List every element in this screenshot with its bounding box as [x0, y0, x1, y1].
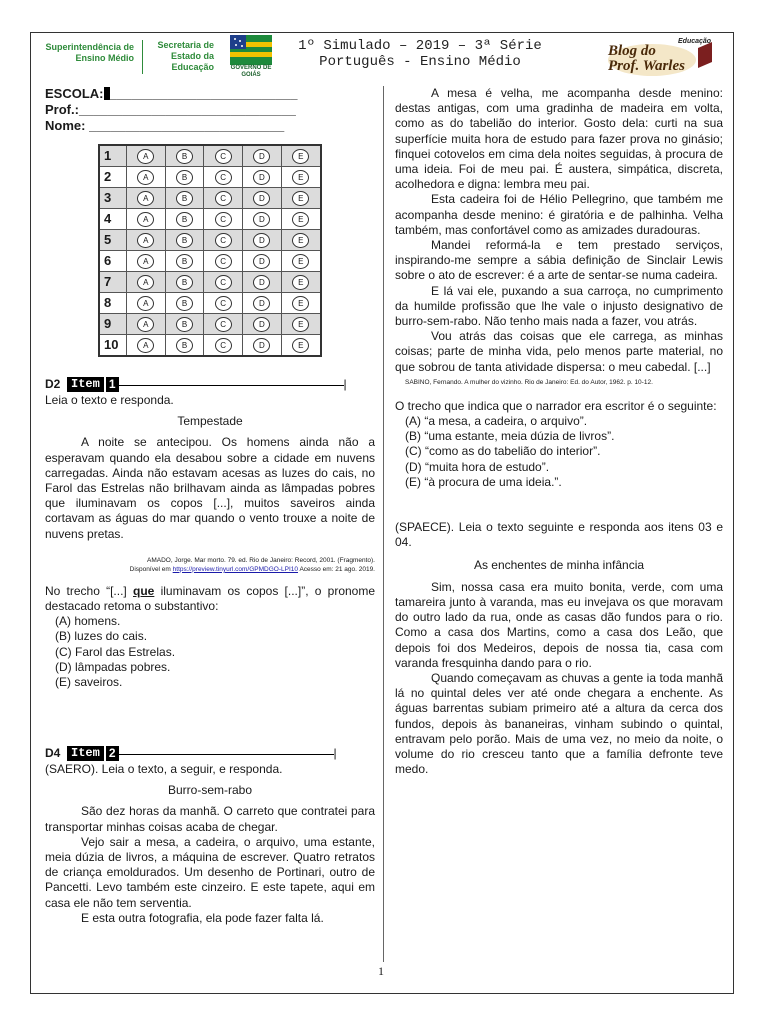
item2-instruction: (SAERO). Leia o texto, a seguir, e responda. — [45, 762, 283, 776]
answer-cell — [165, 188, 204, 209]
item1-question — [45, 584, 375, 614]
answer-cell — [281, 188, 321, 209]
answer-cell — [165, 314, 204, 335]
answer-cell — [281, 293, 321, 314]
answer-cell — [165, 293, 204, 314]
item1-rule-end: | — [343, 376, 347, 391]
answer-cell — [281, 272, 321, 293]
item1-descriptor: D2 — [45, 376, 61, 391]
prof-line[interactable]: ______________________________ — [78, 102, 296, 117]
item3-paragraph-2: Quando começavam as chuvas a gente ia toda manhã lá no quintal deles ver até onde chegara a enchente. As águas barrentas subiam primeiro até a altura da cerca dos fundos, depois às bananeiras, vinham subindo o quintal, entravam pelo porão. Mais de uma vez, no meio da noite, o volume do rio cresceu tanto que a família defronte teve medo. — [395, 670, 723, 777]
answer-cell — [204, 167, 243, 188]
item3-text-title: As enchentes de minha infância — [473, 558, 645, 573]
answer-bubble[interactable]: E — [292, 275, 309, 290]
answer-cell — [281, 251, 321, 272]
answer-bubble[interactable]: C — [215, 149, 232, 164]
item2-descriptor: D4 — [45, 745, 61, 760]
answer-bubble[interactable]: D — [253, 233, 270, 248]
item2-header — [45, 745, 375, 762]
answer-cell — [243, 293, 282, 314]
item1-question-highlight: que — [133, 583, 155, 598]
answer-bubble[interactable]: D — [253, 296, 270, 311]
answer-row — [99, 314, 321, 335]
question-number: 10 — [99, 335, 127, 357]
answer-bubble[interactable]: D — [253, 254, 270, 269]
exam-title — [270, 38, 570, 70]
item1-options — [45, 614, 375, 690]
answer-cell — [165, 251, 204, 272]
answer-bubble[interactable]: E — [292, 233, 309, 248]
question-number: 8 — [99, 293, 127, 314]
escola-line[interactable]: __________________________ — [109, 86, 298, 101]
answer-cell — [243, 251, 282, 272]
header-divider — [142, 40, 143, 74]
answer-bubble[interactable]: B — [176, 233, 193, 248]
prof-label: Prof.: — [45, 102, 79, 117]
answer-option[interactable]: (E) saveiros. — [55, 675, 123, 690]
blog-name-line2: Prof. Warles — [608, 58, 685, 74]
answer-bubble[interactable]: C — [215, 338, 232, 353]
answer-cell — [127, 335, 166, 357]
answer-bubble[interactable]: C — [215, 170, 232, 185]
answer-bubble[interactable]: B — [176, 212, 193, 227]
item1-header — [45, 376, 375, 393]
item1-reference-post: Acesso em: 21 ago. 2019. — [299, 565, 375, 573]
answer-option[interactable]: (D) lâmpadas pobres. — [55, 659, 171, 674]
nome-field[interactable] — [45, 118, 375, 134]
question-number: 2 — [99, 167, 127, 188]
answer-bubble[interactable]: E — [292, 212, 309, 227]
answer-row — [99, 335, 321, 357]
answer-row — [99, 230, 321, 251]
item2-number: 2 — [106, 746, 119, 761]
item2-rule-end: | — [333, 745, 337, 760]
item2-paragraph-1: São dez horas da manhã. O carreto que contratei para transportar minhas coisas acaba de chegar. — [45, 804, 375, 834]
item1-question-post: iluminavam os copos [...]”, o pronome destacado retoma o substantivo: — [45, 583, 376, 614]
answer-option[interactable]: (B) “uma estante, meia dúzia de livros”. — [405, 429, 615, 444]
answer-row — [99, 272, 321, 293]
answer-cell — [165, 272, 204, 293]
answer-row — [99, 209, 321, 230]
answer-bubble[interactable]: D — [253, 170, 270, 185]
escola-label: ESCOLA: — [45, 86, 104, 101]
answer-cell — [165, 145, 204, 167]
item2-rule — [119, 754, 334, 755]
answer-cell — [281, 209, 321, 230]
item1-rule — [119, 385, 344, 386]
answer-cell — [127, 209, 166, 230]
answer-cell — [243, 188, 282, 209]
answer-bubble[interactable]: D — [253, 317, 270, 332]
answer-cell — [127, 314, 166, 335]
answer-bubble[interactable]: A — [137, 296, 154, 311]
item2-reference: SABINO, Fernando. A mulher do vizinho. Rio de Janeiro: Ed. do Autor, 1962. p. 10-12. — [405, 378, 653, 386]
exam-title-line2: Português - Ensino Médio — [319, 54, 521, 70]
question-number: 4 — [99, 209, 127, 230]
answer-bubble[interactable]: C — [215, 275, 232, 290]
item1-reference-line1: AMADO, Jorge. Mar morto. 79. ed. Rio de Janeiro: Record, 2001. (Fragmento). — [147, 556, 375, 564]
item2-paragraph-2: Vejo sair a mesa, a cadeira, o arquivo, uma estante, meia dúzia de livros, a máquina de escrever. Quatro retratos de criança emoldurados. Um desenho de Portinari, outro de Pancetti. Levo também este cinzeiro. E este tapete, aqui em casa ele não tem serventia. — [45, 834, 375, 910]
item1-number: 1 — [106, 377, 119, 392]
answer-bubble[interactable]: A — [137, 338, 154, 353]
blog-name-line1: Blog do — [608, 43, 656, 59]
nome-line[interactable]: ___________________________ — [89, 118, 285, 133]
answer-bubble[interactable]: A — [137, 149, 154, 164]
blog-logo — [608, 38, 716, 78]
answer-cell — [204, 272, 243, 293]
answer-bubble[interactable]: B — [176, 275, 193, 290]
secretaria-logo-text: Secretaria de Estado da Educação — [157, 40, 214, 72]
answer-cell — [281, 230, 321, 251]
answer-bubble[interactable]: D — [253, 275, 270, 290]
answer-cell — [243, 209, 282, 230]
answer-cell — [127, 230, 166, 251]
blog-tag: Educação — [678, 38, 712, 45]
answer-cell — [127, 167, 166, 188]
answer-cell — [281, 167, 321, 188]
answer-cell — [281, 145, 321, 167]
answer-option[interactable]: (C) “como as do tabelião do interior”. — [405, 444, 601, 459]
goias-government-logo — [230, 35, 272, 78]
answer-option[interactable]: (D) “muita hora de estudo”. — [405, 459, 550, 474]
student-fields — [45, 86, 375, 134]
answer-row — [99, 145, 321, 167]
answer-bubble[interactable]: C — [215, 191, 232, 206]
item1-text: A noite se antecipou. Os homens ainda não a esperavam quando ela desabou sobre a cidade em nuvens carregadas. Ainda não estavam acesas as luzes do cais, no Farol das Estrelas não brilhavam ainda as lâmpadas pobres que iluminavam os copos [...], muitos saveiros ainda cortavam as águas do mar quando o vento trouxe a noite de nuvens pretas. — [45, 435, 375, 541]
answer-cell — [204, 314, 243, 335]
escola-field[interactable] — [45, 86, 375, 102]
item2-section — [45, 745, 375, 926]
answer-bubble[interactable]: A — [137, 233, 154, 248]
answer-bubble[interactable]: B — [176, 296, 193, 311]
item3-paragraph-1: Sim, nossa casa era muito bonita, verde, com uma tamareira junto à varanda, mas eu invejava os que moravam do outro lado da rua, onde as casas dão fundos para o rio. Como a casa dos Martins, como a casa dos Leão, que depois foi dos Medeiros, depois de nossa tia, casa com varanda fresquinha dando para o rio. — [395, 579, 723, 670]
item1-reference-pre: Disponível em — [129, 565, 171, 573]
item1-question-pre: No trecho “[...] — [45, 583, 127, 598]
answer-cell — [243, 272, 282, 293]
answer-bubble[interactable]: A — [137, 317, 154, 332]
item2-paragraph-5: Esta cadeira foi de Hélio Pellegrino, que também me acompanha desde menino: é giratória e de palhinha. Velha também, mas confortável como as amizades duradouras. — [395, 192, 723, 237]
answer-cell — [127, 145, 166, 167]
answer-cell — [204, 293, 243, 314]
answer-cell — [281, 335, 321, 357]
answer-row — [99, 251, 321, 272]
page-header — [30, 32, 734, 82]
answer-row — [99, 167, 321, 188]
question-number: 5 — [99, 230, 127, 251]
exam-title-line1: 1º Simulado – 2019 – 3ª Série — [298, 38, 542, 54]
answer-cell — [165, 167, 204, 188]
answer-cell — [243, 230, 282, 251]
answer-bubble[interactable]: E — [292, 338, 309, 353]
goias-flag-icon — [230, 35, 272, 65]
question-number: 6 — [99, 251, 127, 272]
answer-bubble[interactable]: E — [292, 254, 309, 269]
item1-section — [45, 376, 375, 690]
answer-bubble[interactable]: D — [253, 338, 270, 353]
answer-bubble[interactable]: A — [137, 212, 154, 227]
answer-bubble[interactable]: D — [253, 149, 270, 164]
item2-paragraph-3: E esta outra fotografia, ela pode fazer falta lá. — [81, 910, 324, 925]
item2-text-title: Burro-sem-rabo — [167, 783, 253, 798]
item1-text-title: Tempestade — [177, 414, 243, 429]
answer-bubble[interactable]: A — [137, 191, 154, 206]
question-number: 3 — [99, 188, 127, 209]
answer-cell — [243, 335, 282, 357]
answer-cell — [127, 188, 166, 209]
answer-cell — [204, 230, 243, 251]
answer-bubble[interactable]: E — [292, 191, 309, 206]
answer-bubble[interactable]: E — [292, 149, 309, 164]
answer-cell — [165, 209, 204, 230]
answer-cell — [243, 314, 282, 335]
answer-cell — [281, 314, 321, 335]
answer-bubble[interactable]: E — [292, 317, 309, 332]
item2-paragraph-8: Vou atrás das coisas que ele carrega, as minhas coisas; parte de minha vida, pelo menos parte material, no que sobrou de tanta atividade dispersa: o meu cabedal. [...] — [395, 329, 723, 374]
goias-logo-text: GOVERNO DE GOIÁS — [230, 65, 272, 78]
answer-sheet-grid — [98, 144, 322, 357]
answer-bubble[interactable]: B — [176, 191, 193, 206]
answer-cell — [127, 272, 166, 293]
answer-option[interactable]: (E) “à procura de uma ideia.”. — [405, 474, 562, 489]
item1-reference — [45, 556, 375, 574]
answer-bubble[interactable]: B — [176, 254, 193, 269]
answer-bubble[interactable]: C — [215, 317, 232, 332]
question-number: 9 — [99, 314, 127, 335]
item2-paragraph-7: E lá vai ele, puxando a sua carroça, no cumprimento da humilde profissão que lhe vale o injusto designativo de burro-sem-rabo. Não tenho mais nada a fazer, vou atrás. — [395, 283, 723, 329]
answer-bubble[interactable]: C — [215, 233, 232, 248]
answer-bubble[interactable]: C — [215, 296, 232, 311]
column-divider — [383, 86, 384, 962]
answer-option[interactable]: (A) “a mesa, a cadeira, o arquivo”. — [405, 414, 588, 429]
answer-bubble[interactable]: B — [176, 317, 193, 332]
blog-name — [608, 44, 685, 74]
item2-question: O trecho que indica que o narrador era escritor é o seguinte: — [395, 398, 717, 413]
answer-cell — [127, 293, 166, 314]
answer-bubble[interactable]: B — [176, 149, 193, 164]
answer-bubble[interactable]: B — [176, 170, 193, 185]
item2-label: Item — [67, 746, 104, 761]
answer-row — [99, 188, 321, 209]
answer-bubble[interactable]: C — [215, 212, 232, 227]
answer-bubble[interactable]: D — [253, 191, 270, 206]
answer-bubble[interactable]: E — [292, 170, 309, 185]
superintendencia-logo-text: Superintendência de Ensino Médio — [45, 42, 134, 63]
answer-bubble[interactable]: D — [253, 212, 270, 227]
answer-cell — [204, 145, 243, 167]
item2-options — [395, 414, 723, 490]
answer-bubble[interactable]: A — [137, 254, 154, 269]
answer-row — [99, 293, 321, 314]
item2-paragraph-6: Mandei reformá-la e tem prestado serviços, inspirando-me sempre a sábia definição de Sinclair Lewis sobre o ato de escrever: é a arte de sentar-se numa cadeira. — [395, 238, 723, 283]
item3-instruction: (SPAECE). Leia o texto seguinte e responda aos itens 03 e 04. — [395, 520, 723, 550]
left-column — [45, 86, 376, 925]
right-column — [395, 86, 723, 777]
nome-label: Nome: — [45, 118, 86, 133]
answer-cell — [204, 335, 243, 357]
question-number: 7 — [99, 272, 127, 293]
answer-bubble[interactable]: C — [215, 254, 232, 269]
page-number: 1 — [378, 964, 384, 978]
item1-instruction: Leia o texto e responda. — [45, 393, 174, 407]
answer-bubble[interactable]: A — [137, 170, 154, 185]
answer-cell — [204, 188, 243, 209]
item1-label: Item — [67, 377, 104, 392]
question-number: 1 — [99, 145, 127, 167]
answer-cell — [204, 251, 243, 272]
answer-cell — [165, 230, 204, 251]
answer-bubble[interactable]: E — [292, 296, 309, 311]
item2-paragraph-4: A mesa é velha, me acompanha desde menino: destas antigas, com uma gradinha de madeira em volta, como as do tabelião do interior. Gosto dela: curti na sua superfície muita hora de estudo para fazer prova no ginásio; finquei cotovelos em cima dela noites seguidas, à procura de uma ideia. Foi de meu pai. É austera, simpática, discreta, acolhedora e digna: lembra meu pai. — [395, 86, 723, 192]
answer-bubble[interactable]: A — [137, 275, 154, 290]
answer-cell — [165, 335, 204, 357]
answer-option[interactable]: (C) Farol das Estrelas. — [55, 644, 176, 659]
item1-reference-link[interactable]: https://preview.tinyurl.com/GPMDGO-LPI10 — [172, 565, 299, 573]
answer-cell — [127, 251, 166, 272]
answer-cell — [243, 167, 282, 188]
answer-cell — [243, 145, 282, 167]
answer-option[interactable]: (A) homens. — [55, 614, 121, 629]
prof-field[interactable] — [45, 102, 375, 118]
answer-option[interactable]: (B) luzes do cais. — [55, 629, 148, 644]
answer-cell — [204, 209, 243, 230]
answer-bubble[interactable]: B — [176, 338, 193, 353]
